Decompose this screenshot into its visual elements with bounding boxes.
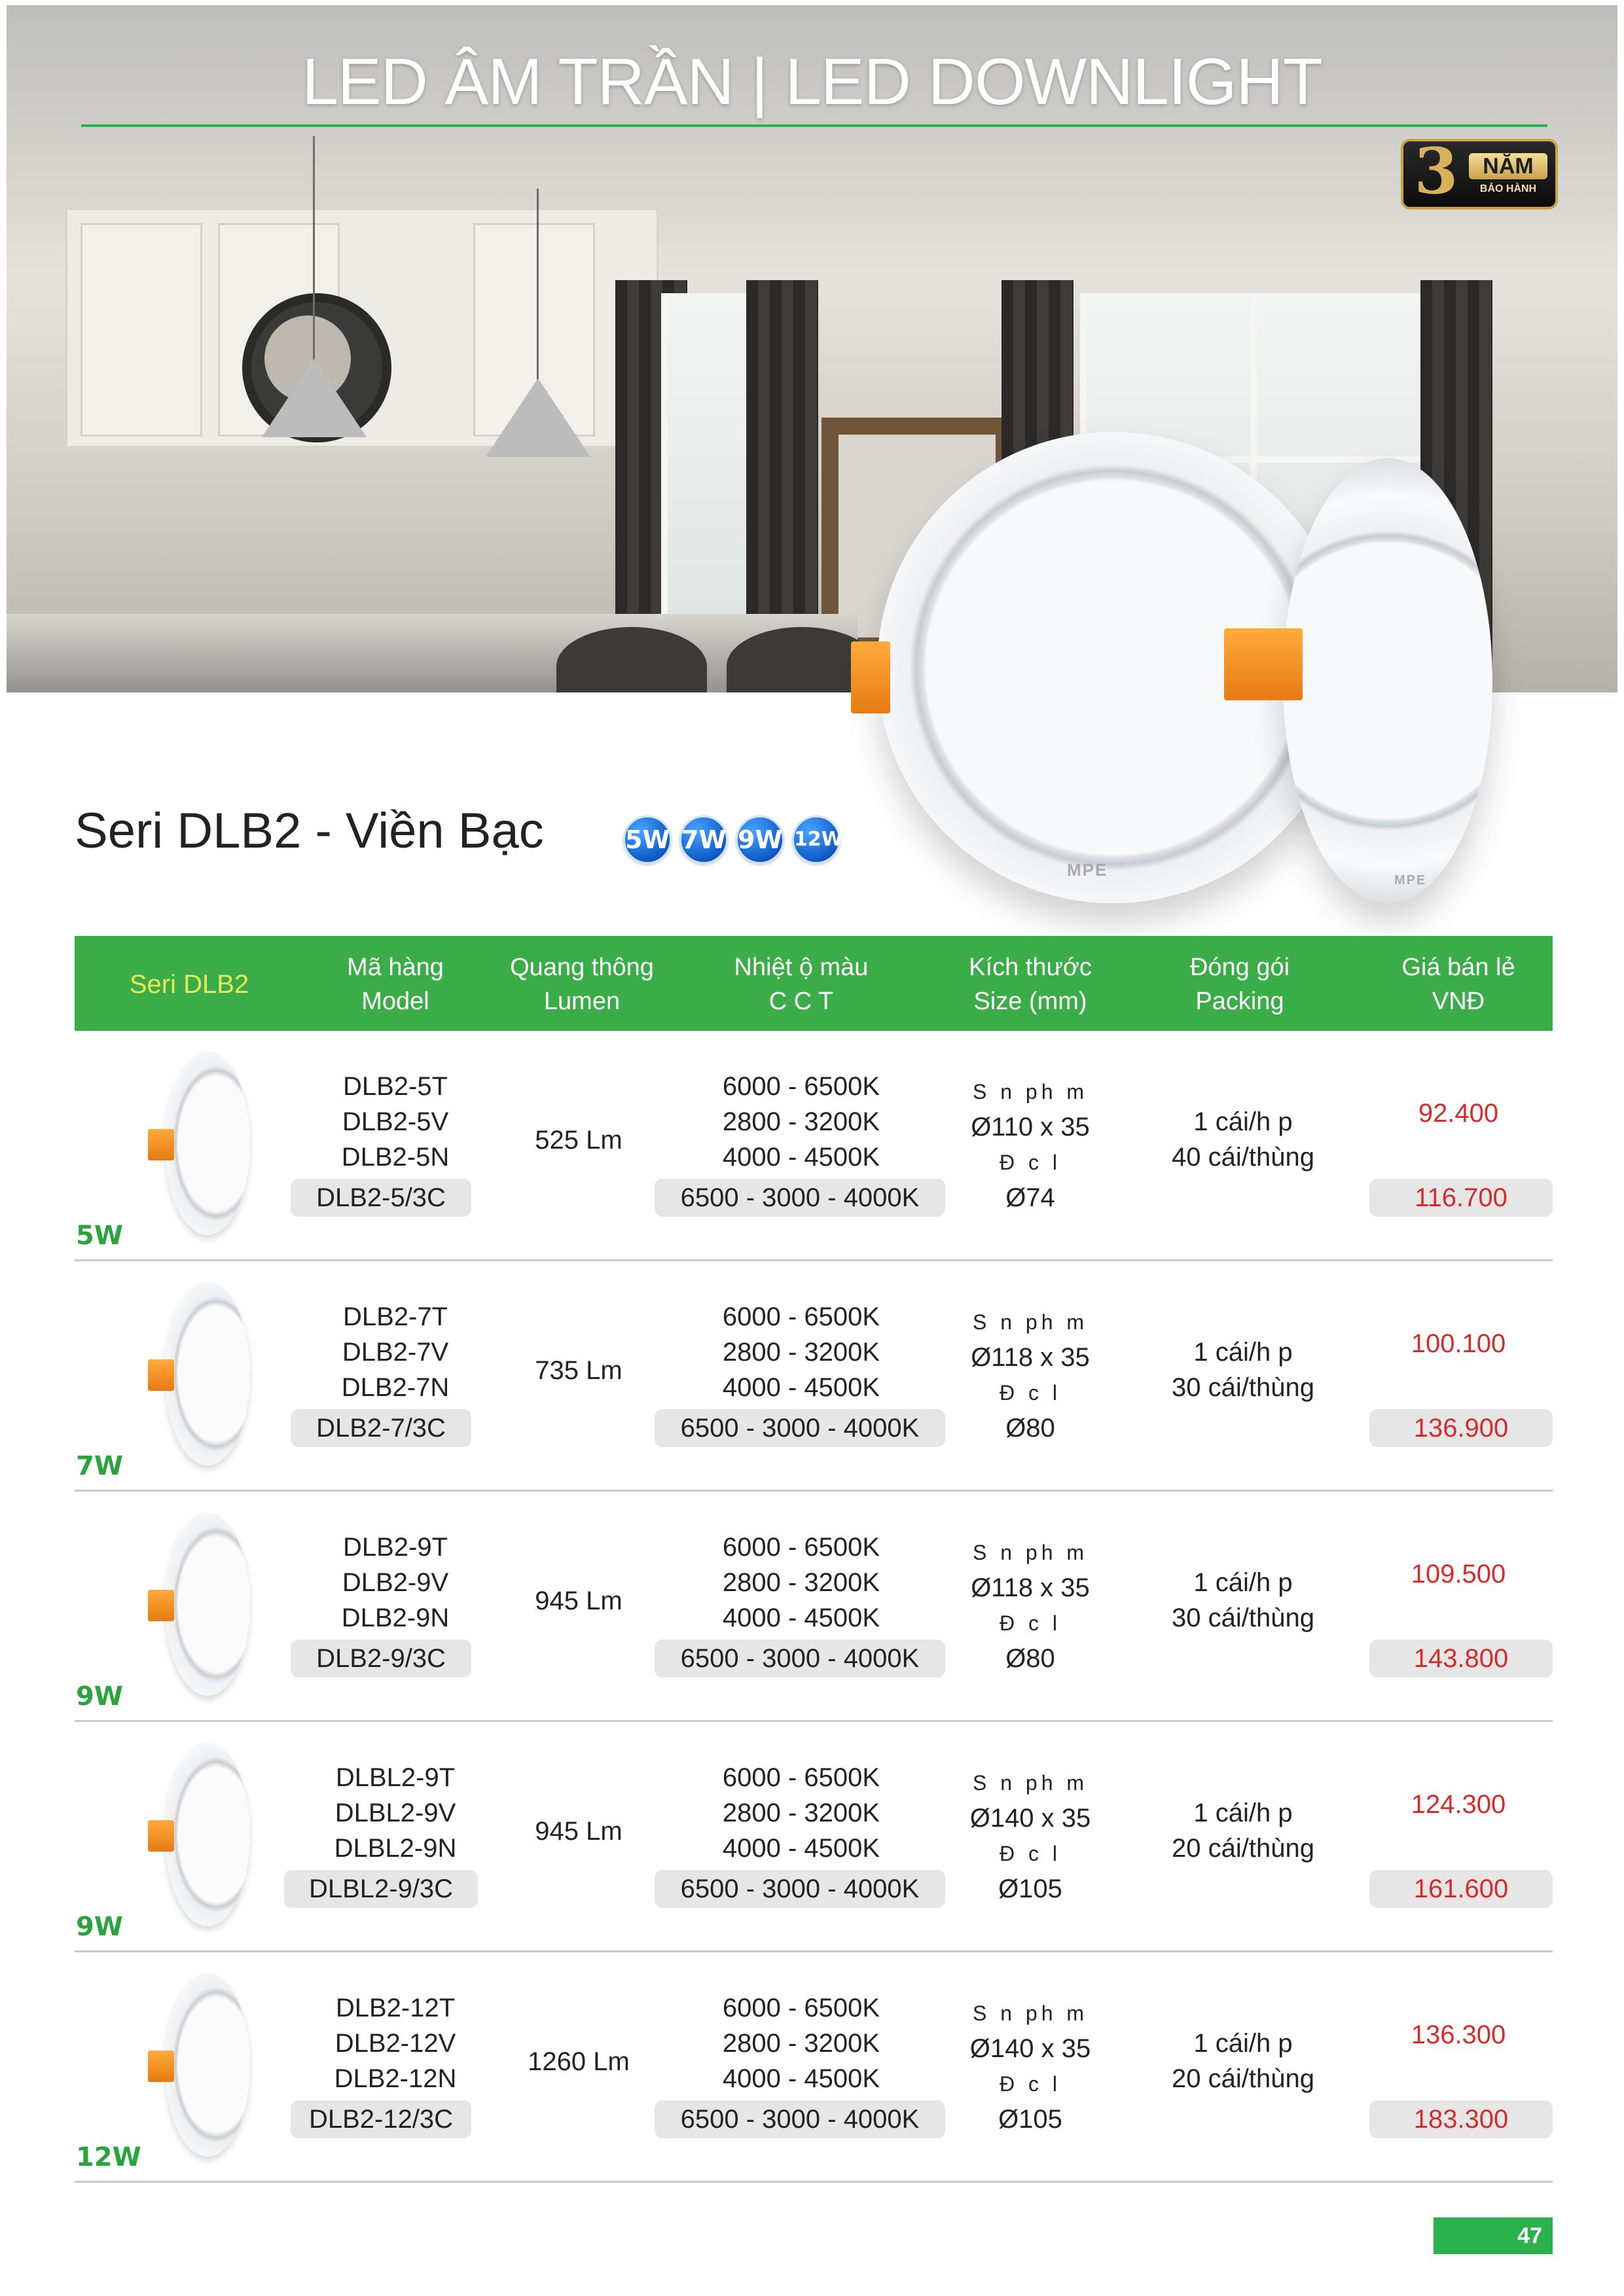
table-row: [75, 1952, 1553, 2183]
table-row: [75, 1722, 1553, 1952]
model-list: DLB2-12T DLB2-12V DLB2-12N: [334, 1994, 457, 2093]
product-thumbnail: [145, 1282, 250, 1465]
product-thumbnail: [145, 1513, 250, 1696]
price-3c: 143.800: [1369, 1640, 1553, 1677]
cct-3c: 6500 - 3000 - 4000K: [655, 2100, 945, 2138]
table-row: [75, 1492, 1553, 1722]
header-model: Mã hàng Model: [347, 954, 444, 1015]
product-thumbnail: [145, 1973, 250, 2157]
brand-logo: MPE: [1067, 860, 1108, 880]
warranty-badge: [1401, 134, 1558, 209]
cct-3c: 6500 - 3000 - 4000K: [655, 1179, 945, 1217]
cct-list: 6000 - 6500K 2800 - 3200K 4000 - 4500K: [722, 1302, 880, 1402]
packing-block: 1 cái/h p 40 cái/thùng: [1172, 1107, 1314, 1172]
lumen-value: 945 Lm: [535, 1587, 623, 1615]
spring-clip: [851, 641, 890, 713]
row-divider: [75, 2181, 1553, 2183]
product-thumbnail: [145, 1052, 250, 1235]
packing-block: 1 cái/h p 30 cái/thùng: [1172, 1568, 1314, 1632]
wattage-badge: 7W: [679, 816, 728, 864]
wattage-label: 9W: [76, 1912, 123, 1942]
packing-block: 1 cái/h p 20 cái/thùng: [1172, 1799, 1314, 1863]
model-list: DLB2-9T DLB2-9V DLB2-9N: [341, 1533, 450, 1632]
packing-block: 1 cái/h p 20 cái/thùng: [1172, 2029, 1314, 2093]
wattage-badge: 5W: [623, 816, 672, 864]
table-header: [75, 936, 1553, 1031]
size-block: S n ph m Ø110 x 35 Đ c l Ø74: [971, 1080, 1090, 1212]
lumen-value: 525 Lm: [535, 1126, 623, 1155]
model-list: DLB2-7T DLB2-7V DLB2-7N: [341, 1302, 450, 1402]
header-lumen: Quang thông Lumen: [510, 954, 654, 1015]
product-thumbnail: [145, 1743, 250, 1926]
spring-clip: [1224, 628, 1303, 700]
size-block: S n ph m Ø118 x 35 Đ c l Ø80: [971, 1541, 1090, 1673]
cct-3c: 6500 - 3000 - 4000K: [655, 1640, 945, 1677]
price-3c: 183.300: [1369, 2100, 1553, 2138]
packing-block: 1 cái/h p 30 cái/thùng: [1172, 1338, 1314, 1402]
brand-logo: MPE: [1394, 873, 1427, 888]
pendant-wire: [537, 188, 539, 385]
pendant-lamp: [262, 359, 367, 437]
header-cct: Nhiệt ộ màu C C T: [734, 954, 869, 1015]
model-3c: DLB2-7/3C: [291, 1409, 471, 1447]
pendant-lamp: [486, 378, 590, 457]
price-3c: 116.700: [1369, 1179, 1553, 1217]
warranty-years: 3: [1414, 134, 1458, 208]
page-number: 47: [1434, 2217, 1553, 2254]
wattage-label: 12W: [76, 2142, 141, 2172]
header-price: Giá bán lẻ VNĐ: [1401, 954, 1515, 1015]
price: 109.500: [1411, 1560, 1506, 1588]
model-list: DLB2-5T DLB2-5V DLB2-5N: [341, 1072, 450, 1172]
cct-3c: 6500 - 3000 - 4000K: [655, 1870, 945, 1908]
table-row: [75, 1031, 1553, 1261]
size-block: S n ph m Ø140 x 35 Đ c l Ø105: [969, 2001, 1091, 2134]
pendant-wire: [313, 136, 315, 365]
window: [661, 293, 753, 647]
wattage-label: 9W: [76, 1681, 123, 1712]
table-row: [75, 1261, 1553, 1492]
price: 124.300: [1411, 1790, 1506, 1819]
price-3c: 136.900: [1369, 1409, 1553, 1447]
downlight-product-image-side: [1283, 458, 1492, 903]
wattage-badge: 9W: [736, 816, 784, 864]
cct-list: 6000 - 6500K 2800 - 3200K 4000 - 4500K: [722, 1072, 880, 1172]
model-3c: DLB2-5/3C: [291, 1179, 471, 1217]
cabinet-door: [81, 223, 202, 437]
model-3c: DLB2-9/3C: [291, 1640, 471, 1677]
cct-list: 6000 - 6500K 2800 - 3200K 4000 - 4500K: [722, 1994, 880, 2093]
model-3c: DLBL2-9/3C: [284, 1870, 478, 1908]
lumen-value: 735 Lm: [535, 1356, 623, 1385]
cct-list: 6000 - 6500K 2800 - 3200K 4000 - 4500K: [722, 1763, 880, 1863]
header-series: Seri DLB2: [129, 970, 249, 999]
wattage-badge: 12W: [792, 816, 840, 864]
size-block: S n ph m Ø140 x 35 Đ c l Ø105: [969, 1771, 1091, 1903]
page-title: LED ÂM TRẦN | LED DOWNLIGHT: [302, 45, 1322, 118]
price: 92.400: [1418, 1099, 1499, 1128]
price: 136.300: [1411, 2020, 1506, 2049]
model-list: DLBL2-9T DLBL2-9V DLBL2-9N: [334, 1763, 457, 1863]
header-packing: Đóng gói Packing: [1189, 954, 1290, 1015]
cct-3c: 6500 - 3000 - 4000K: [655, 1409, 945, 1447]
lumen-value: 1260 Lm: [528, 2047, 630, 2076]
warranty-sublabel: BẢO HÀNH: [1479, 183, 1537, 194]
cct-list: 6000 - 6500K 2800 - 3200K 4000 - 4500K: [722, 1533, 880, 1632]
size-block: S n ph m Ø118 x 35 Đ c l Ø80: [971, 1310, 1090, 1443]
price: 100.100: [1411, 1329, 1506, 1358]
lumen-value: 945 Lm: [535, 1817, 623, 1846]
header-size: Kích thước Size (mm): [969, 954, 1092, 1015]
model-3c: DLB2-12/3C: [291, 2100, 471, 2138]
price-3c: 161.600: [1369, 1870, 1553, 1908]
warranty-label: NĂM: [1469, 153, 1547, 179]
wattage-label: 5W: [76, 1221, 123, 1251]
wattage-badges: [623, 816, 848, 864]
title-underline: [81, 124, 1547, 127]
series-title: Seri DLB2 - Viền Bạc: [75, 803, 544, 859]
wattage-label: 7W: [76, 1451, 123, 1481]
